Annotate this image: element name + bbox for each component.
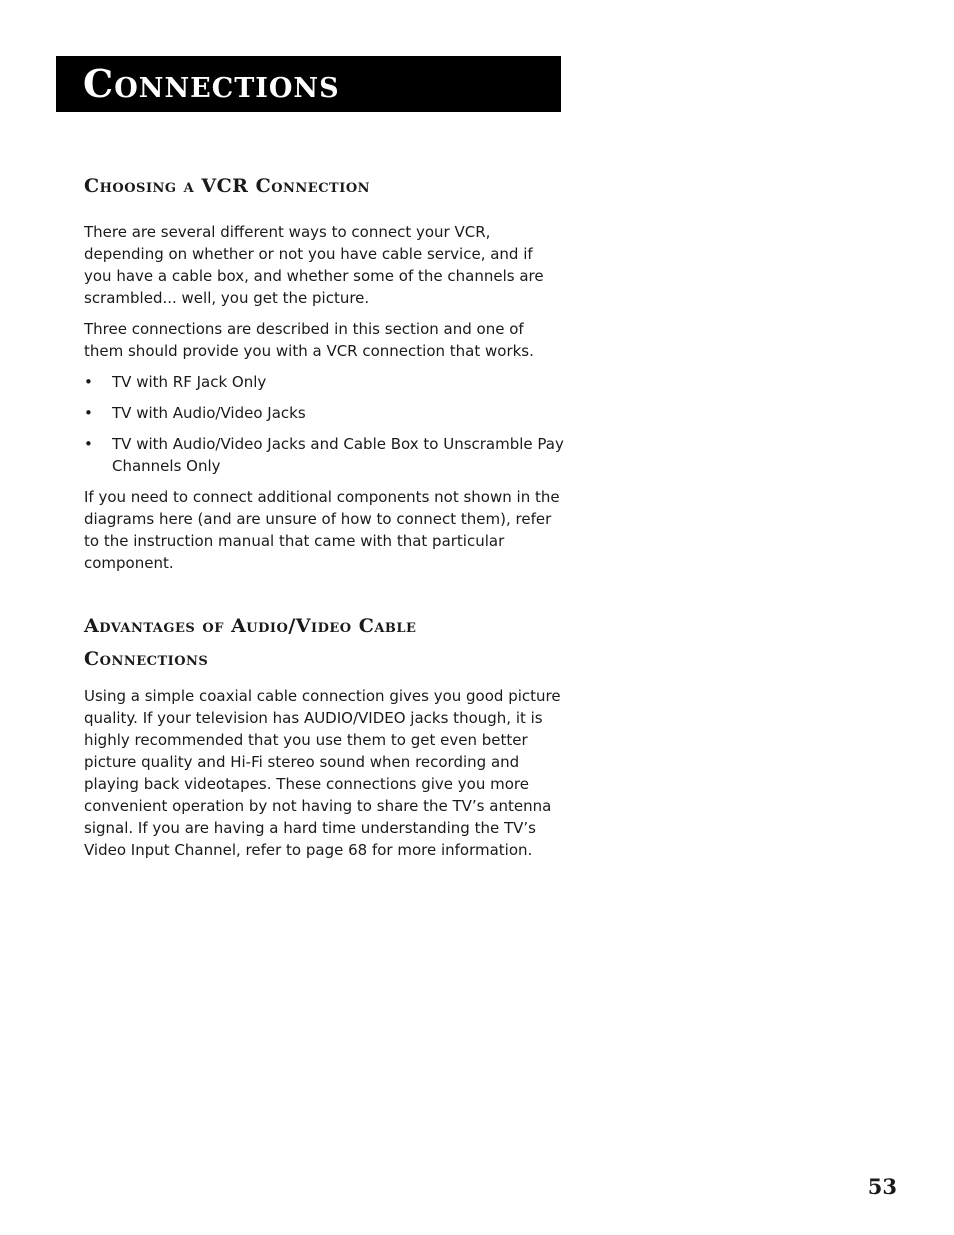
list-item: [84, 371, 564, 393]
list-item: [84, 402, 564, 424]
paragraph: If you need to connect additional components not shown in the diagrams here (and are unsure of how to connect them), refer to the instruction manual that came with that particular component.: [84, 488, 560, 573]
main-content: [84, 170, 564, 870]
paragraph: Using a simple coaxial cable connection gives you good picture quality. If your television has AUDIO/VIDEO jacks though, it is highly recommended that you use them to get even better picture quality and Hi-Fi stereo sound when recording and playing back videotapes. These connections give you more convenient operation by not having to share the TV’s antenna signal. If you are having a hard time understanding the TV’s Video Input Channel, refer to page 68 for more information.: [84, 686, 561, 859]
list-item-text: TV with RF Jack Only: [112, 373, 267, 392]
page-number: 53: [867, 1174, 897, 1199]
heading-line: Connections: [84, 647, 209, 670]
paragraph: Three connections are described in this section and one of them should provide you with a VCR connection that works.: [84, 320, 534, 361]
section-heading-advantages: [84, 610, 564, 675]
list-item: [84, 433, 564, 477]
heading-line: Advantages of Audio/Video Cable: [84, 615, 417, 638]
page-title: Connections: [83, 61, 340, 106]
paragraph: There are several different ways to connect your VCR, depending on whether or not you have cable service, and if you have a cable box, and whether some of the channels are scrambled... well, you get the picture.: [84, 223, 544, 308]
header-banner: [56, 56, 561, 112]
section-heading-vcr-connection: Choosing a VCR Connection: [84, 175, 371, 197]
bullet-icon: •: [84, 373, 93, 392]
list-item-text: TV with Audio/Video Jacks: [112, 404, 306, 423]
bullet-icon: •: [84, 435, 93, 454]
connection-list: [84, 371, 564, 477]
bullet-icon: •: [84, 404, 93, 423]
list-item-text: TV with Audio/Video Jacks and Cable Box to Unscramble Pay Channels Only: [112, 435, 564, 476]
